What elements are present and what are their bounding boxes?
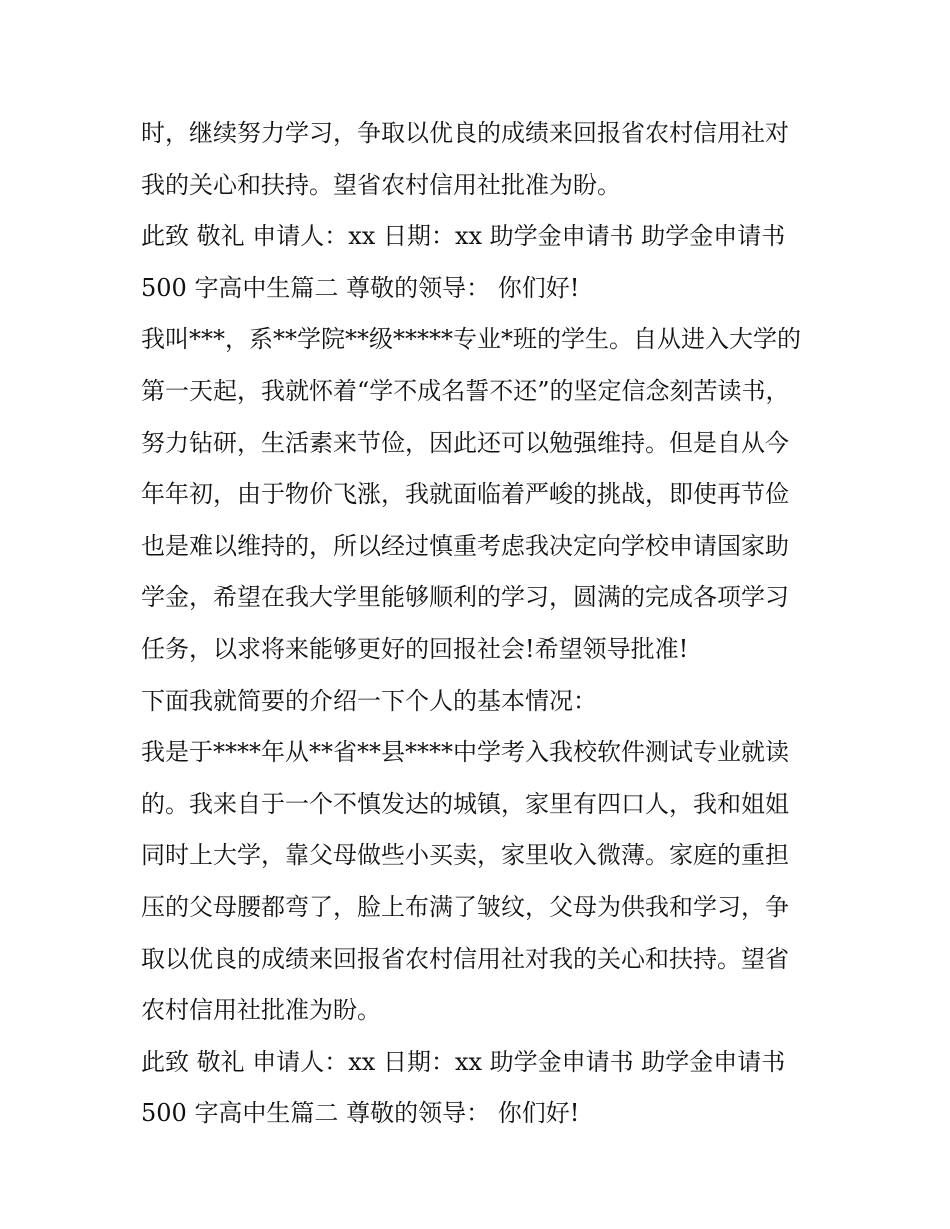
text-line: 此致 敬礼 申请人：xx 日期：xx 助学金申请书 助学金申请书 xyxy=(141,1047,786,1076)
text-line: 500 字高中生篇二 尊敬的领导： 你们好! xyxy=(141,273,580,302)
text-line: 的。我来自于一个不慎发达的城镇，家里有四口人，我和姐姐 xyxy=(141,789,789,818)
text-line: 农村信用社批准为盼。 xyxy=(141,996,381,1025)
text-line: 年年初，由于物价飞涨，我就面临着严峻的挑战，即使再节俭 xyxy=(141,480,789,509)
text-line: 压的父母腰都弯了，脸上布满了皱纹，父母为供我和学习，争 xyxy=(141,892,789,921)
text-line: 任务，以求将来能够更好的回报社会!希望领导批准! xyxy=(141,634,689,663)
text-line: 我的关心和扶持。望省农村信用社批准为盼。 xyxy=(141,170,621,199)
text-line: 此致 敬礼 申请人：xx 日期：xx 助学金申请书 助学金申请书 xyxy=(141,222,786,251)
text-line: 取以优良的成绩来回报省农村信用社对我的关心和扶持。望省 xyxy=(141,944,789,973)
text-line: 下面我就简要的介绍一下个人的基本情况： xyxy=(141,686,597,715)
text-line: 第一天起，我就怀着“学不成名誓不还”的坚定信念刻苦读书， xyxy=(141,376,790,405)
document-body xyxy=(141,108,821,1140)
text-line: 我叫***，系**学院**级*****专业*班的学生。自从进入大学的 xyxy=(141,325,801,354)
text-line: 同时上大学，靠父母做些小买卖，家里收入微薄。家庭的重担 xyxy=(141,841,789,870)
text-line: 也是难以维持的，所以经过慎重考虑我决定向学校申请国家助 xyxy=(141,531,789,560)
text-line: 时，继续努力学习，争取以优良的成绩来回报省农村信用社对 xyxy=(141,119,789,147)
text-line: 500 字高中生篇二 尊敬的领导： 你们好! xyxy=(141,1099,580,1128)
text-line: 努力钻研，生活素来节俭，因此还可以勉强维持。但是自从今 xyxy=(141,428,789,457)
text-line: 我是于****年从**省**县****中学考入我校软件测试专业就读 xyxy=(141,738,789,767)
text-line: 学金，希望在我大学里能够顺利的学习，圆满的完成各项学习 xyxy=(141,583,789,612)
